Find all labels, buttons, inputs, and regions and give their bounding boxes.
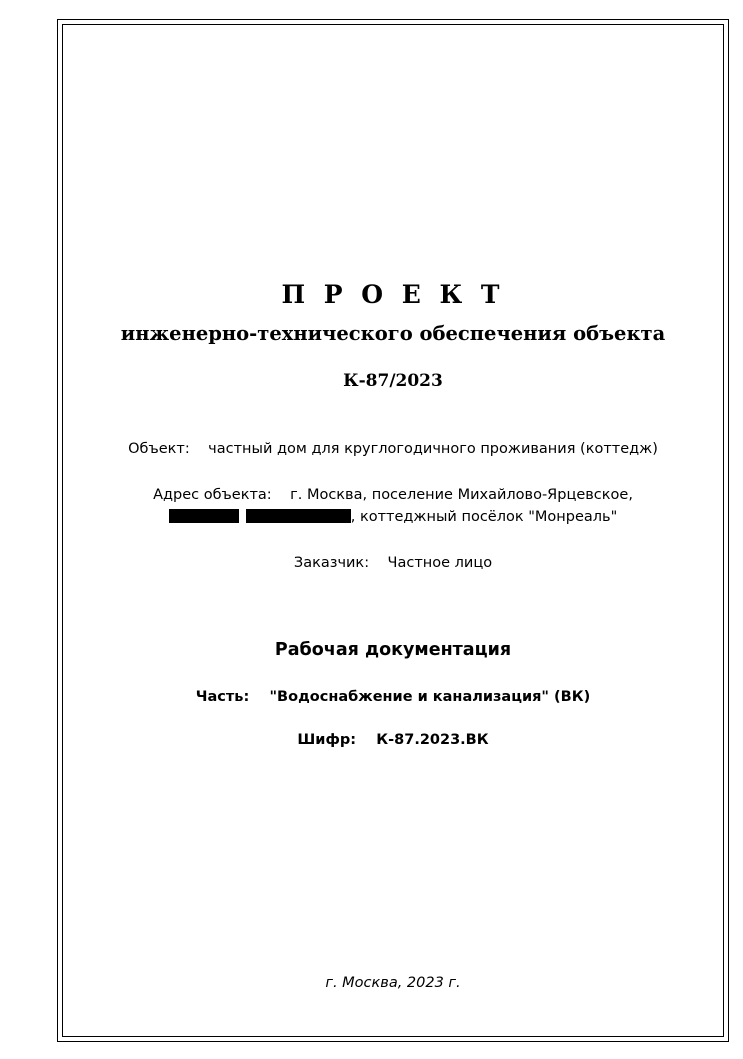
customer-value: Частное лицо bbox=[387, 554, 493, 571]
documentation-part bbox=[63, 689, 723, 706]
customer-label: Заказчик: bbox=[293, 554, 370, 571]
address-label: Адрес объекта: bbox=[153, 486, 272, 503]
title-block bbox=[63, 280, 723, 392]
project-code: К-87/2023 bbox=[343, 371, 443, 392]
part-value: "Водоснабжение и канализация" (ВК) bbox=[269, 689, 591, 705]
address-row bbox=[63, 486, 723, 506]
redaction-bar-1 bbox=[169, 509, 239, 523]
page-title: П Р О Е К Т bbox=[281, 280, 505, 309]
cipher-value: К-87.2023.ВК bbox=[376, 732, 489, 749]
customer-row bbox=[63, 554, 723, 574]
object-label: Объект: bbox=[128, 441, 190, 457]
documentation-stage: Рабочая документация bbox=[274, 640, 512, 660]
metadata-block bbox=[63, 440, 723, 573]
part-label: Часть: bbox=[195, 689, 250, 705]
address-value-line1: г. Москва, поселение Михайлово-Ярцевское, bbox=[290, 486, 633, 503]
address-row-redacted bbox=[63, 508, 723, 528]
redaction-bar-2 bbox=[246, 509, 351, 523]
address-value-line2: , коттеджный посёлок "Монреаль" bbox=[350, 509, 618, 526]
documentation-cipher bbox=[63, 732, 723, 749]
page-subtitle: инженерно-технического обеспечения объекта bbox=[120, 322, 666, 345]
title-page-content bbox=[63, 25, 723, 1036]
object-value: частный дом для круглогодичного проживания (коттедж) bbox=[208, 441, 658, 457]
cipher-label: Шифр: bbox=[297, 732, 357, 749]
documentation-block bbox=[63, 640, 723, 750]
object-row bbox=[63, 440, 723, 460]
page-footer: г. Москва, 2023 г. bbox=[325, 975, 461, 991]
